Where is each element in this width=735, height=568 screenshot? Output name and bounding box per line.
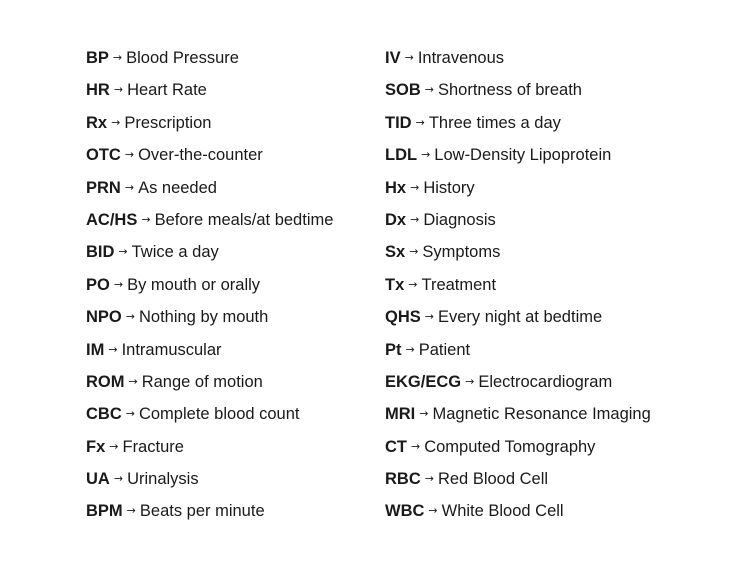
list-item <box>385 209 651 241</box>
abbreviation: EKG/ECG <box>385 372 462 391</box>
list-item <box>86 306 333 338</box>
arrow-icon: → <box>424 472 434 486</box>
abbreviation: NPO <box>86 308 122 327</box>
list-item <box>385 306 651 338</box>
list-item <box>385 241 651 273</box>
arrow-icon: → <box>424 83 434 97</box>
list-item <box>86 112 333 144</box>
arrow-icon: → <box>424 310 434 324</box>
list-item <box>86 177 333 209</box>
abbreviation: UA <box>86 470 110 489</box>
abbreviation: Tx <box>385 275 405 294</box>
arrow-icon: → <box>113 277 124 291</box>
definition: Prescription <box>124 113 212 132</box>
definition: Three times a day <box>428 113 561 132</box>
abbreviation: Hx <box>385 178 407 197</box>
list-item <box>86 371 333 403</box>
arrow-icon: → <box>109 439 119 453</box>
definition: Nothing by mouth <box>138 308 269 327</box>
definition: Treatment <box>421 275 497 294</box>
abbreviation: BID <box>86 243 115 262</box>
abbreviation: QHS <box>385 308 421 327</box>
definition: As needed <box>138 178 217 197</box>
list-item <box>385 468 651 500</box>
abbreviation: WBC <box>385 502 425 521</box>
definition: By mouth or orally <box>127 275 261 294</box>
abbreviation: Sx <box>385 243 406 262</box>
arrow-icon: → <box>419 407 429 421</box>
arrow-icon: → <box>141 212 151 226</box>
list-item <box>86 144 333 176</box>
abbreviation: PO <box>86 275 110 294</box>
list-item <box>86 468 333 500</box>
arrow-icon: → <box>405 342 415 356</box>
list-item <box>385 47 651 79</box>
arrow-icon: → <box>409 245 419 259</box>
definition: Range of motion <box>141 372 263 391</box>
arrow-icon: → <box>125 310 135 324</box>
definition: Symptoms <box>422 243 501 262</box>
definition: Heart Rate <box>127 81 207 100</box>
definition: Magnetic Resonance Imaging <box>432 405 651 424</box>
abbreviation: MRI <box>385 405 416 424</box>
arrow-icon: → <box>428 504 438 518</box>
definition: Urinalysis <box>127 470 199 489</box>
definition: Blood Pressure <box>126 49 239 67</box>
list-item <box>385 177 651 209</box>
arrow-icon: → <box>411 439 421 453</box>
list-item <box>86 209 333 241</box>
arrow-icon: → <box>118 245 128 259</box>
abbreviation: BPM <box>86 502 123 521</box>
abbreviation-list-left <box>86 47 333 533</box>
arrow-icon: → <box>125 407 135 421</box>
list-item <box>86 274 333 306</box>
list-item <box>385 79 651 111</box>
abbreviation: Fx <box>86 437 106 456</box>
definition: Intravenous <box>417 49 505 67</box>
definition: Complete blood count <box>138 405 300 424</box>
arrow-icon: → <box>126 504 136 518</box>
definition: Low-Density Lipoprotein <box>434 146 612 165</box>
abbreviation: HR <box>86 81 110 100</box>
abbreviation: CT <box>385 437 407 456</box>
definition: Shortness of breath <box>437 81 582 100</box>
abbreviation: LDL <box>385 146 418 165</box>
definition: Before meals/at bedtime <box>154 210 334 229</box>
arrow-icon: → <box>108 342 118 356</box>
definition: Twice a day <box>131 243 219 262</box>
definition: Diagnosis <box>423 210 496 229</box>
definition: Beats per minute <box>139 502 265 521</box>
list-item <box>385 339 651 371</box>
abbreviation: TID <box>385 113 412 132</box>
list-item <box>385 144 651 176</box>
arrow-icon: → <box>112 51 123 64</box>
abbreviation: IM <box>86 340 105 359</box>
arrow-icon: → <box>410 212 420 226</box>
definition: Computed Tomography <box>424 437 596 456</box>
arrow-icon: → <box>408 277 418 291</box>
list-item <box>385 371 651 403</box>
list-item <box>86 47 333 79</box>
arrow-icon: → <box>111 115 121 129</box>
abbreviation: IV <box>385 49 401 67</box>
arrow-icon: → <box>113 83 124 97</box>
list-item <box>86 339 333 371</box>
arrow-icon: → <box>415 115 425 129</box>
arrow-icon: → <box>124 148 135 162</box>
definition: History <box>423 178 475 197</box>
arrow-icon: → <box>410 180 420 194</box>
definition: Red Blood Cell <box>437 470 549 489</box>
definition: Over-the-counter <box>138 146 263 165</box>
arrow-icon: → <box>421 148 431 162</box>
abbreviation: Rx <box>86 113 108 132</box>
abbreviation: AC/HS <box>86 210 138 229</box>
abbreviation: Dx <box>385 210 407 229</box>
definition: Fracture <box>122 437 184 456</box>
list-item <box>86 403 333 435</box>
abbreviation: PRN <box>86 178 121 197</box>
definition: Every night at bedtime <box>437 308 603 327</box>
list-item <box>86 79 333 111</box>
abbreviation: CBC <box>86 405 122 424</box>
list-item <box>385 436 651 468</box>
list-item <box>385 500 651 532</box>
definition: Patient <box>418 340 471 359</box>
list-item <box>86 241 333 273</box>
abbreviation-list-right <box>385 47 651 533</box>
definition: Intramuscular <box>121 340 222 359</box>
arrow-icon: → <box>404 51 414 64</box>
list-item <box>385 274 651 306</box>
list-item <box>385 403 651 435</box>
arrow-icon: → <box>113 472 124 486</box>
abbreviation: ROM <box>86 372 125 391</box>
definition: Electrocardiogram <box>478 372 613 391</box>
arrow-icon: → <box>128 374 138 388</box>
list-item <box>86 500 333 532</box>
abbreviation: OTC <box>86 146 121 165</box>
list-item <box>86 436 333 468</box>
arrow-icon: → <box>124 180 135 194</box>
abbreviation: Pt <box>385 340 402 359</box>
definition: White Blood Cell <box>441 502 564 521</box>
arrow-icon: → <box>465 374 475 388</box>
list-item <box>385 112 651 144</box>
abbreviation: BP <box>86 49 109 67</box>
abbreviation: SOB <box>385 81 421 100</box>
abbreviation: RBC <box>385 470 421 489</box>
